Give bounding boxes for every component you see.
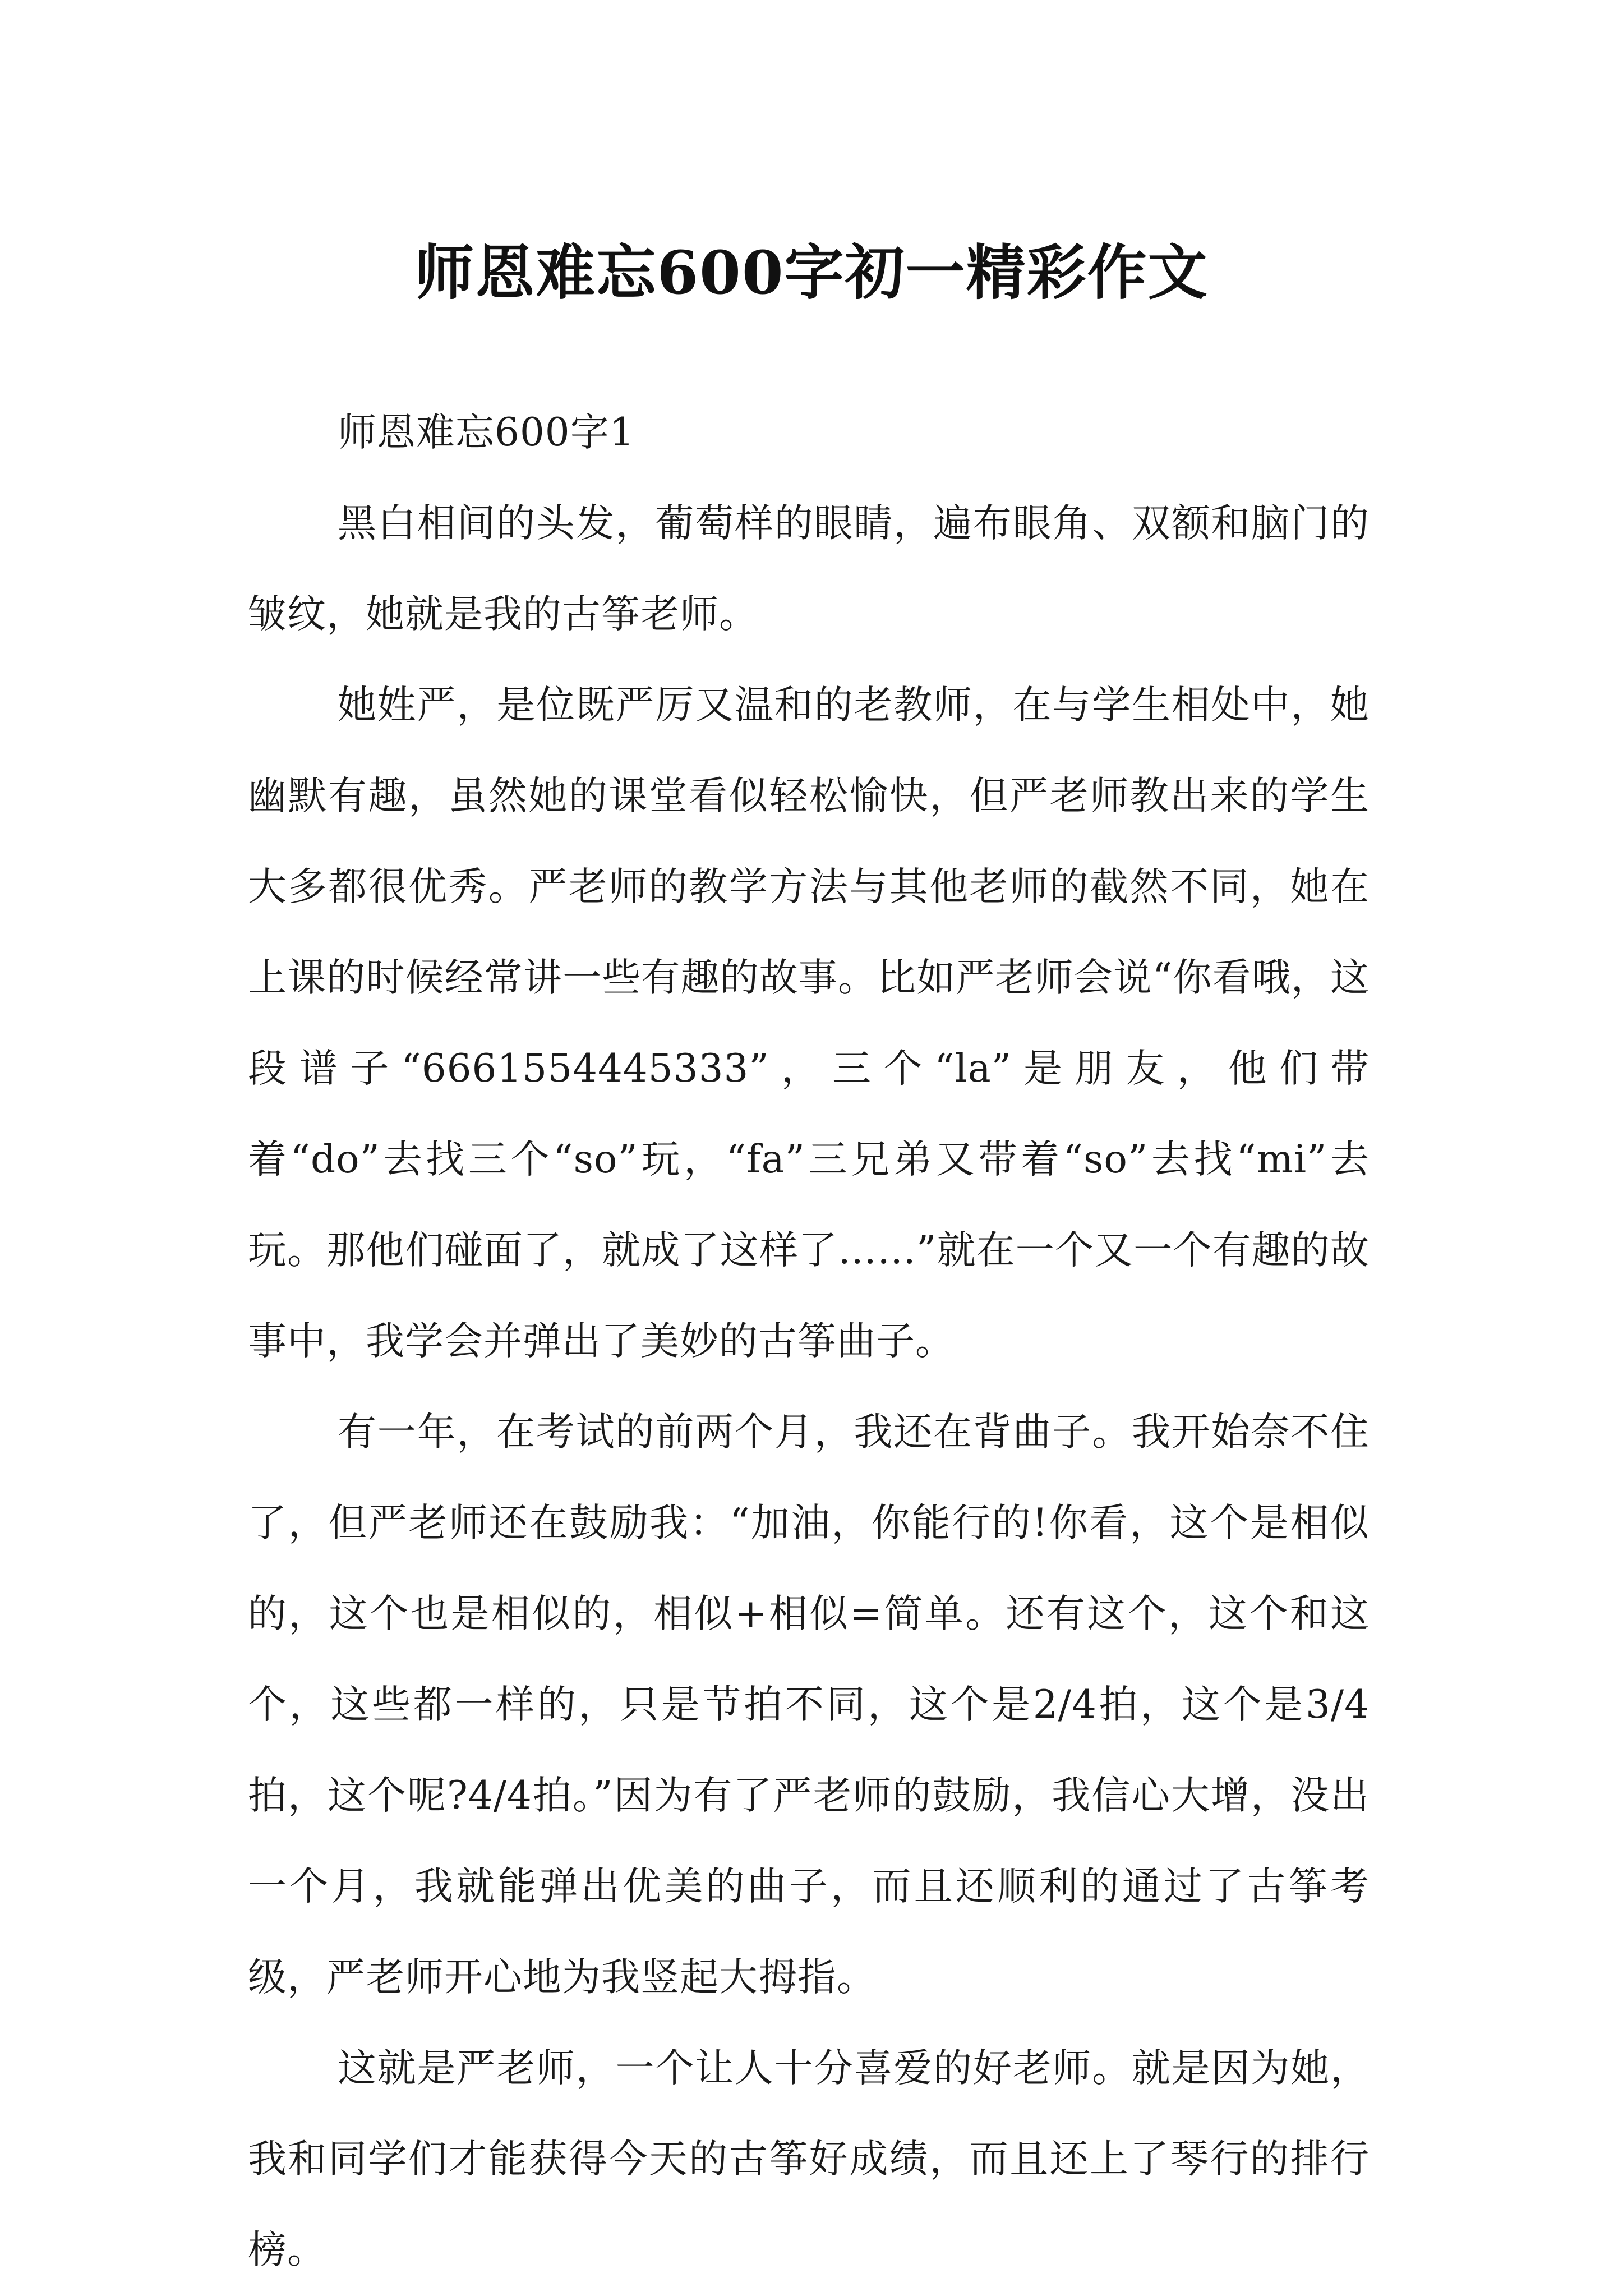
paragraph-1: 黑白相间的头发，葡萄样的眼睛，遍布眼角、双额和脑门的皱纹，她就是我的古筝老师。 [248,501,1370,637]
paragraph-3: 有一年，在考试的前两个月，我还在背曲子。我开始奈不住了，但严老师还在鼓励我：“加油，你能行的!你看，这个是相似的，这个也是相似的，相似+相似=简单。还有这个，这个和这个，这些都一样的，只是节拍不同，这个是2/4拍，这个是3/4拍，这个呢?4/4拍。”因为有了严老师的鼓励，我信心大增，没出一个月，我就能弹出优美的曲子，而且还顺利的通过了古筝考级，严老师开心地为我竖起大拇指。 [248,1410,1370,2000]
paragraph-4: 这就是严老师，一个让人十分喜爱的好老师。就是因为她，我和同学们才能获得今天的古筝好成绩，而且还上了琴行的排行榜。 [248,2046,1370,2272]
document-title: 师恩难忘600字初一精彩作文 [414,237,1209,308]
paragraph-2: 她姓严，是位既严厉又温和的老教师，在与学生相处中，她幽默有趣，虽然她的课堂看似轻松愉快，但严老师教出来的学生大多都很优秀。严老师的教学方法与其他老师的截然不同，她在上课的时候经常讲一些有趣的故事。比如严老师会说“你看哦，这段谱子“6661554445333”，三个“la”是朋友，他们带着“do”去找三个“so”玩，“fa”三兄弟又带着“so”去找“mi”去玩。那他们碰面了，就成了这样了……”就在一个又一个有趣的故事中，我学会并弹出了美妙的古筝曲子。 [248,683,1370,1364]
document-body [248,387,1370,2295]
section-heading: 师恩难忘600字1 [338,410,635,455]
